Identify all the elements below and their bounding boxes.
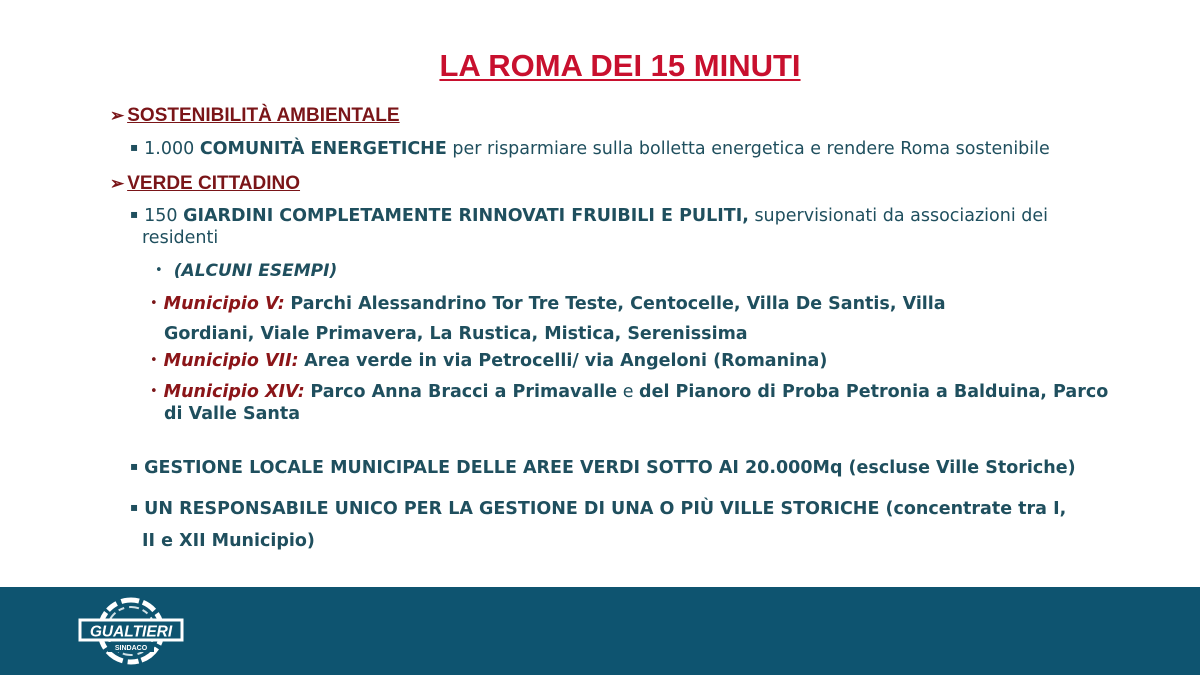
footer-bar	[0, 587, 1200, 675]
square-bullet-icon: ▪	[130, 500, 139, 514]
examples-heading	[155, 261, 337, 281]
municipio-text-b: del Pianoro di Proba Petronia a Balduina, Parco	[639, 382, 1109, 402]
list-item-giardini	[130, 206, 1048, 226]
list-item-municipio-v-cont: Gordiani, Viale Primavera, La Rustica, Mistica, Serenissima	[164, 324, 748, 344]
list-item-municipio-v	[150, 294, 946, 314]
section-sostenibilita	[110, 105, 400, 127]
list-item-responsabile	[130, 499, 1066, 519]
municipio-text-a: Parco Anna Bracci a Primavalle	[310, 382, 618, 402]
item-bold-text: COMUNITÀ ENERGETICHE	[199, 139, 447, 159]
arrow-bullet-icon: ➢	[110, 174, 125, 193]
square-bullet-icon: ▪	[130, 207, 139, 221]
municipio-text: Area verde in via Petrocelli/ via Angeloni (Romanina)	[304, 351, 828, 371]
municipio-text: Parchi Alessandrino Tor Tre Teste, Centocelle, Villa De Santis, Villa	[290, 294, 946, 314]
municipio-label: Municipio V:	[163, 294, 285, 314]
list-item-municipio-xiv-cont: di Valle Santa	[164, 404, 301, 424]
examples-label: (ALCUNI ESEMPI)	[173, 261, 338, 281]
list-item-responsabile-cont: II e XII Municipio)	[142, 531, 315, 551]
list-item-comunita	[130, 139, 1050, 159]
list-item-gestione-locale	[130, 458, 1076, 478]
list-item-giardini-cont: residenti	[142, 228, 219, 248]
page-title: LA ROMA DEI 15 MINUTI	[439, 48, 801, 83]
list-item-municipio-vii	[150, 351, 827, 371]
logo-name: GUALTIERI	[89, 623, 173, 641]
item-bold-text: UN RESPONSABILE UNICO PER LA GESTIONE DI UNA O PIÙ VILLE STORICHE (concentrate tra I,	[144, 499, 1067, 519]
section-verde	[110, 173, 300, 195]
municipio-label: Municipio VII:	[163, 351, 299, 371]
logo-sub: SINDACO	[114, 645, 148, 652]
arrow-bullet-icon: ➢	[110, 106, 125, 125]
square-bullet-icon: ▪	[130, 459, 139, 473]
section-label: VERDE CITTADINO	[127, 173, 301, 194]
square-bullet-icon: ▪	[130, 140, 139, 154]
dot-bullet-icon: •	[155, 263, 163, 278]
section-label: SOSTENIBILITÀ AMBIENTALE	[127, 105, 400, 126]
dot-bullet-icon: •	[150, 353, 158, 368]
item-number: 150	[144, 206, 178, 226]
municipio-label: Municipio XIV:	[163, 382, 305, 402]
municipio-conj: e	[622, 382, 634, 402]
dot-bullet-icon: •	[150, 296, 158, 311]
dot-bullet-icon: •	[150, 384, 158, 399]
item-number: 1.000	[144, 139, 195, 159]
item-bold-text: GESTIONE LOCALE MUNICIPALE DELLE AREE VERDI SOTTO AI 20.000Mq (escluse Ville Storiche)	[144, 458, 1076, 478]
gualtieri-logo	[78, 597, 184, 665]
list-item-municipio-xiv	[150, 382, 1108, 402]
item-bold-text: GIARDINI COMPLETAMENTE RINNOVATI FRUIBILI E PULITI,	[183, 206, 749, 226]
item-text: supervisionati da associazioni dei	[754, 206, 1048, 226]
item-text: per risparmiare sulla bolletta energetica e rendere Roma sostenibile	[452, 139, 1050, 159]
